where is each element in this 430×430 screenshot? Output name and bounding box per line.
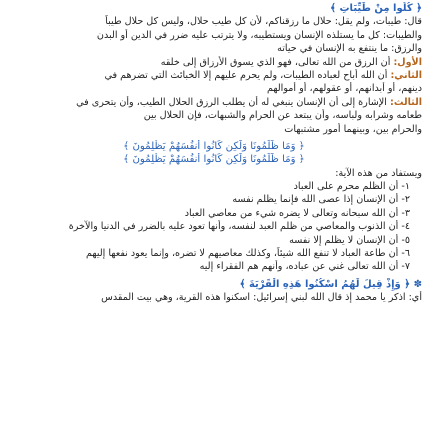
section1-item-6: [6, 123, 422, 136]
list-item-5: ٥- أن الإنسان لا يظلم إلا نفسه: [289, 234, 410, 246]
section3-heading-text: ﴿ وَإِذْ قِيلَ لَهُمُ اسْكُنُوا هَذِهِ الْقَرْيَةَ ﴾: [239, 278, 411, 290]
section1-item-1: [6, 56, 422, 69]
list-item-3: ٣- أن الله سبحانه وتعالى لا يضره شيء من معاصي العباد: [184, 207, 410, 219]
item-text: الإشارة إلى أن الإنسان ينبغي له أن يطلب الرزق الحلال الطيب، وأن يتحرى في: [76, 96, 387, 108]
section3-heading: [6, 278, 422, 291]
item-text: أن الله أباح لعباده الطيبات، ولم يحرم عليهم إلا الخبائث التي تضرهم في: [104, 69, 388, 81]
section1-line-2: والطيبات: كل ما يستلذه الإنسان ويستطيبه، ولا يترتب عليه ضرر في الدين أو البدن: [96, 29, 422, 41]
item-text: والحرام بين، وبينهما أمور مشتبهات: [284, 123, 422, 135]
item-text: دينهم، أو أبدانهم، أو عقولهم، أو أموالهم: [266, 83, 422, 95]
section2-intro: ويستفاد من هذه الآية:: [335, 167, 422, 179]
section1-line-1: قال: طيبات، ولم يقل: حلال ما رزقناكم، لأن كل طيب حلال، وليس كل حلال طيباً: [105, 16, 422, 28]
item-label: الأول:: [393, 56, 422, 68]
section1-heading: ﴿ كُلُوا مِنْ طَيِّبَاتِ ﴾: [330, 3, 422, 14]
item-text: طعامه وشرابه ولباسه، وأن يبتعد عن الحرام والشبهات، فإن الحلال بين: [143, 110, 422, 122]
section1-item-5: [6, 109, 422, 122]
section1-item-3: [6, 82, 422, 95]
item-label: الثاني:: [390, 69, 422, 81]
list-item-7: ٧- أن الله تعالى غني عن عباده، وأنهم هم الفقراء إليه: [199, 261, 410, 273]
list-item-6: ٦- أن طاعة العباد لا تنفع الله شيئاً، وكذلك معاصيهم لا تضره، وإنما يعود نفعها إليهم: [86, 248, 410, 260]
section1-item-2: [6, 69, 422, 82]
list-item-1: ١- أن الظلم محرم على العباد: [293, 181, 410, 193]
verse-line-1: ﴿ وَمَا ظَلَمُونَا وَلَكِن كَانُوا أَنفُسَهُمْ يَظْلِمُونَ ﴾: [123, 140, 305, 152]
star-bullet-icon: ✽: [413, 278, 422, 290]
item-label: الثالث:: [389, 96, 422, 108]
section1-line-3: والرزق: ما ينتفع به الإنسان في حياته: [277, 43, 422, 55]
section1-item-4: [6, 96, 422, 109]
list-item-4: ٤- أن الذنوب والمعاصي من ظلم العبد لنفسه، وأنها تعود عليه بالضرر في الدنيا والآخرة: [68, 221, 410, 233]
item-text: أن الرزق من الله تعالى، فهو الذي يسوق الأرزاق إلى خلقه: [160, 56, 391, 68]
list-item-2: ٢- أن الإنسان إذا عصى الله فإنما يظلم نفسه: [232, 194, 410, 206]
section3-line-1: أي: اذكر يا محمد إذ قال الله لبني إسرائيل: اسكنوا هذه القرية، وهي بيت المقدس: [101, 292, 422, 304]
verse-line-2: ﴿ وَمَا ظَلَمُونَا وَلَكِن كَانُوا أَنفُسَهُمْ يَظْلِمُونَ ﴾: [123, 154, 305, 166]
